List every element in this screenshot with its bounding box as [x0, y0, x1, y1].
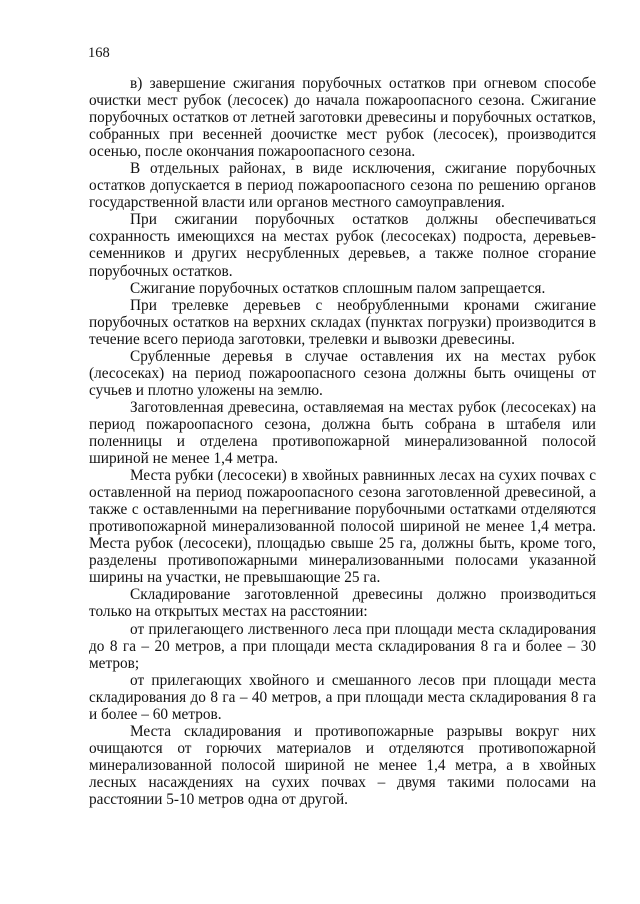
paragraph: При сжигании порубочных остатков должны обеспечиваться сохранность имеющихся на местах рубок (лесосеках) подроста, деревьев-семенников и других несрубленных деревьев, а также полное сгорание порубочных остатков. — [89, 211, 596, 280]
paragraph: Складирование заготовленной древесины должно производиться только на открытых местах на расстоянии: — [89, 586, 596, 621]
page-number: 168 — [88, 45, 110, 61]
paragraph: Сжигание порубочных остатков сплошным палом запрещается. — [130, 279, 546, 297]
paragraph: от прилегающего лиственного леса при площади места складирования до 8 га – 20 метров, а при площади места складирования 8 га и более – 30 метров; — [89, 620, 596, 672]
paragraph: Срубленные деревья в случае оставления их на местах рубок (лесосеках) на период пожароопасного сезона должны быть очищены от сучьев и плотно уложены на землю. — [89, 347, 596, 399]
paragraph: от прилегающих хвойного и смешанного лесов при площади места складирования до 8 га – 40 метров, а при площади места складирования 8 га и более – 60 метров. — [89, 671, 596, 723]
paragraph: Заготовленная древесина, оставляемая на местах рубок (лесосеках) на период пожароопасного сезона, должна быть собрана в штабеля или поленницы и отделена противопожарной минерализованной полосой шириной не менее 1,4 метра. — [89, 398, 596, 468]
paragraph: Места складирования и противопожарные разрывы вокруг них очищаются от горючих материалов и отделяются противопожарной минерализованной полосой шириной не менее 1,4 метра, а в хвойных лесных насаждениях на сухих почвах – двумя такими полосами на расстоянии 5-10 метров одна от другой. — [89, 722, 596, 808]
paragraph: Места рубки (лесосеки) в хвойных равнинных лесах на сухих почвах с оставленной на период пожароопасного сезона заготовленной древесиной, а также с оставленными на перегнивание порубочными остатками отделяются противопожарной минерализованной полосой шириной не менее 1,4 метра. Места рубок (лесосеки), площадью свыше 25 га, должны быть, кроме того, разделены противопожарными минерализованными полосами указанной ширины на участки, не превышающие 25 га. — [89, 467, 596, 587]
paragraph: При трелевке деревьев с необрубленными кронами сжигание порубочных остатков на верхних складах (пунктах погрузки) производится в течение всего периода заготовки, трелевки и вывозки древесины. — [89, 296, 596, 348]
paragraph: в) завершение сжигания порубочных остатков при огневом способе очистки мест рубок (лесосек) до начала пожароопасного сезона. Сжигание порубочных остатков от летней заготовки древесины и порубочных остатков, собранных при весенней доочистке мест рубок (лесосек), производится осенью, после окончания пожароопасного сезона. — [89, 75, 596, 161]
paragraph: В отдельных районах, в виде исключения, сжигание порубочных остатков допускается в период пожароопасного сезона по решению органов государственной власти или органов местного самоуправления. — [89, 160, 596, 212]
body-text — [89, 75, 596, 808]
